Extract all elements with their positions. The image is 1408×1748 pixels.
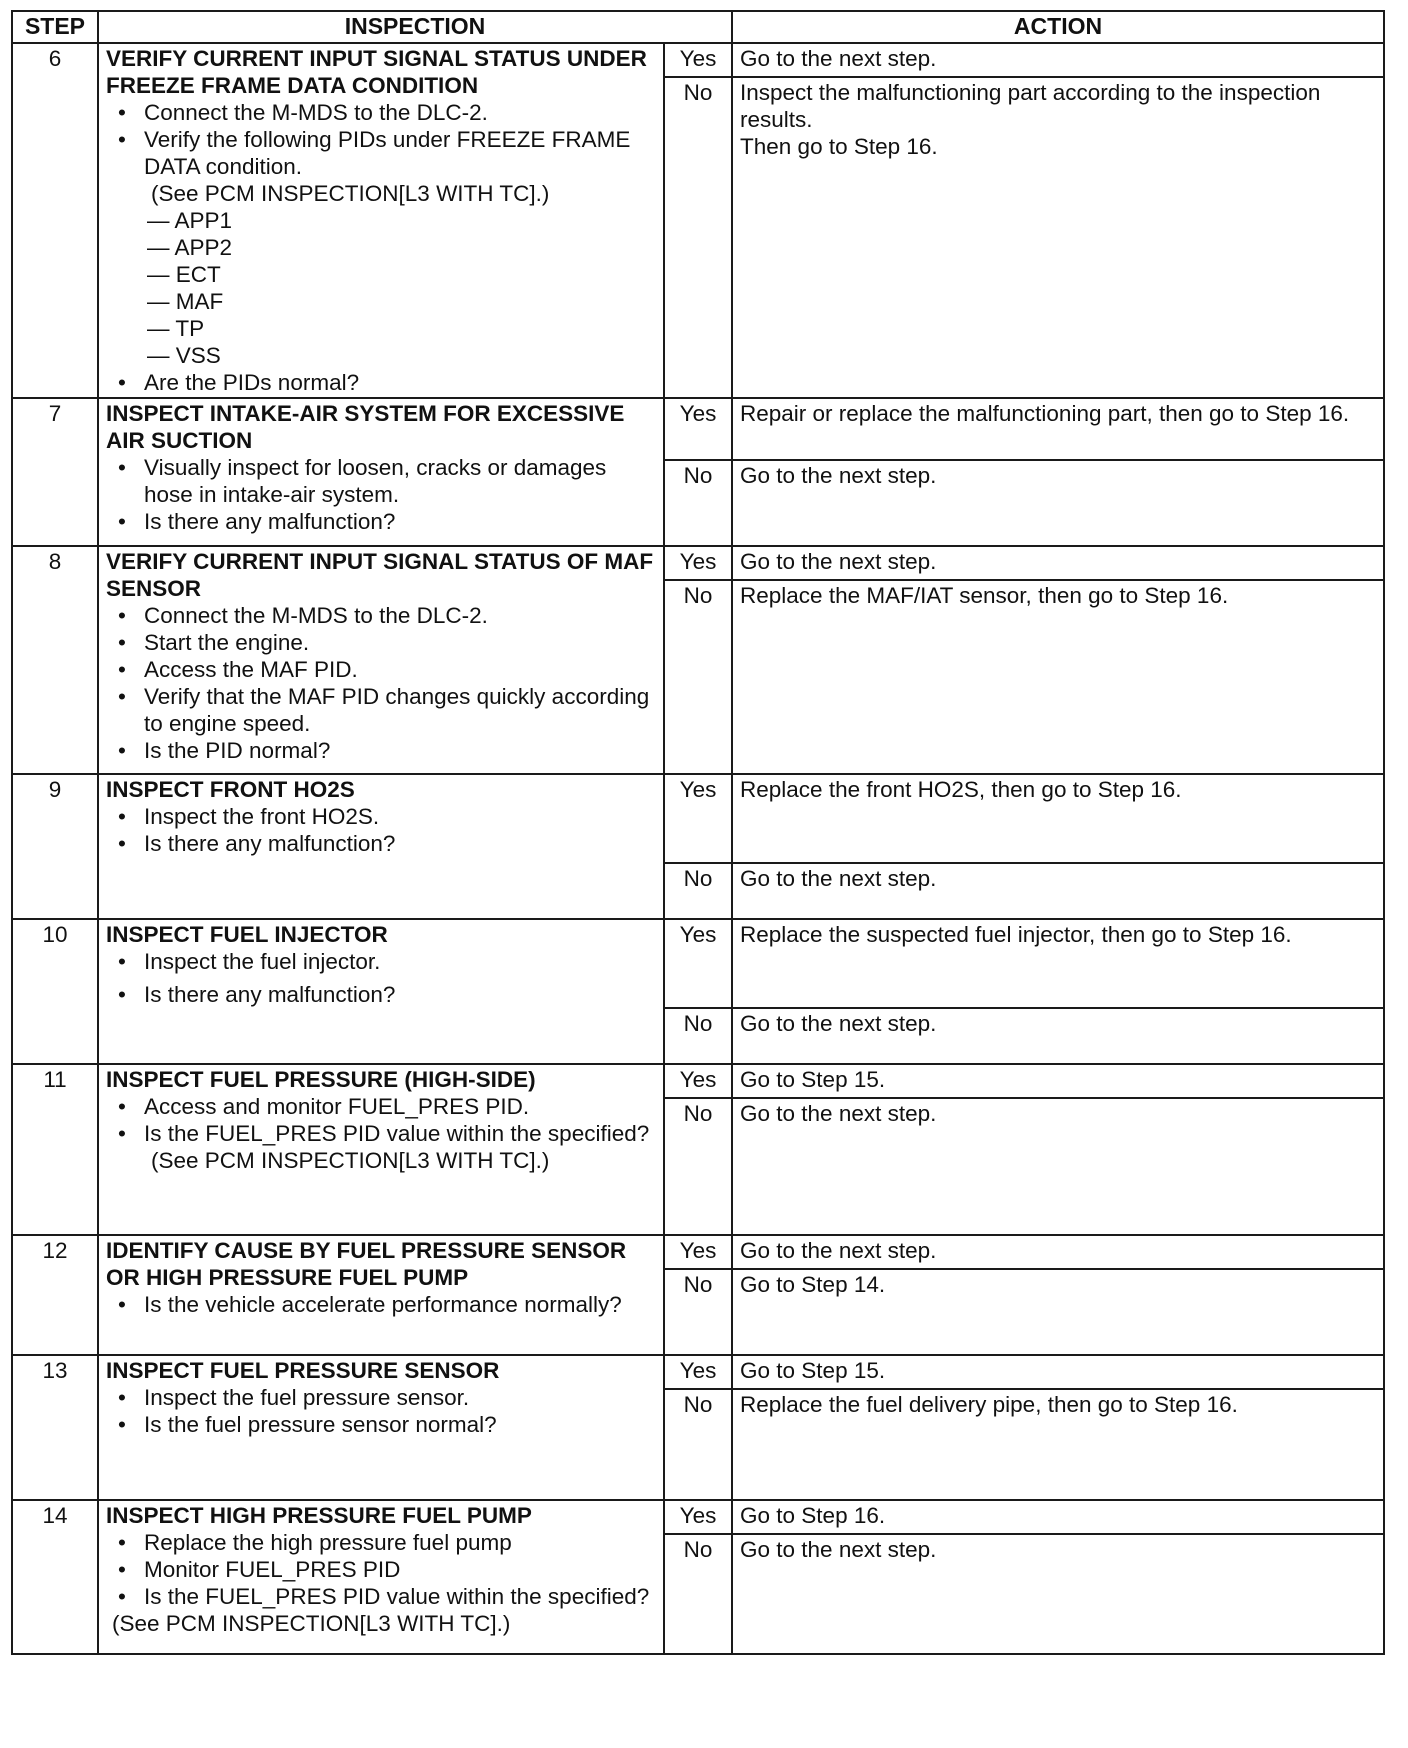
inspection-title: IDENTIFY CAUSE BY FUEL PRESSURE SENSOR OR HIGH PRESSURE FUEL PUMP: [106, 1238, 627, 1290]
pid-list: [106, 207, 656, 369]
list-item: • Is the FUEL_PRES PID value within the specified?: [106, 1120, 656, 1147]
list-item: • Is there any malfunction?: [106, 981, 656, 1008]
inspection-header: INSPECTION: [98, 11, 732, 43]
yes-label: Yes: [664, 1235, 732, 1269]
no-action: Go to the next step.: [732, 1534, 1384, 1654]
no-label: No: [664, 863, 732, 919]
list-item: • Is the PID normal?: [106, 737, 656, 764]
no-label: No: [664, 1534, 732, 1654]
pid-item: — TP: [147, 316, 205, 341]
step-8-yes-row: [12, 546, 1384, 580]
inspection-title: VERIFY CURRENT INPUT SIGNAL STATUS UNDER FREEZE FRAME DATA CONDITION: [106, 46, 647, 98]
no-label: No: [664, 77, 732, 398]
inspection-title: INSPECT FRONT HO2S: [106, 777, 355, 802]
inspection-list: [106, 454, 656, 535]
inspection-cell: [98, 1235, 664, 1355]
reference-note: (See PCM INSPECTION[L3 WITH TC].): [112, 1611, 511, 1636]
step-number: 13: [12, 1355, 98, 1500]
list-item: • Verify the following PIDs under FREEZE FRAME DATA condition.: [106, 126, 656, 180]
step-14-yes-row: [12, 1500, 1384, 1534]
no-action: Replace the MAF/IAT sensor, then go to Step 16.: [732, 580, 1384, 774]
step-7-yes-row: [12, 398, 1384, 460]
yes-action: Repair or replace the malfunctioning part, then go to Step 16.: [732, 398, 1384, 460]
inspection-cell: [98, 398, 664, 546]
yes-label: Yes: [664, 919, 732, 1008]
yes-label: Yes: [664, 546, 732, 580]
step-number: 10: [12, 919, 98, 1064]
inspection-title: INSPECT FUEL INJECTOR: [106, 922, 388, 947]
no-action: Go to Step 14.: [732, 1269, 1384, 1355]
list-item: • Access and monitor FUEL_PRES PID.: [106, 1093, 656, 1120]
inspection-cell: [98, 546, 664, 774]
pid-item: — VSS: [147, 343, 221, 368]
inspection-cell: [98, 774, 664, 919]
yes-action: Replace the front HO2S, then go to Step 16.: [732, 774, 1384, 863]
inspection-title: INSPECT INTAKE-AIR SYSTEM FOR EXCESSIVE AIR SUCTION: [106, 401, 625, 453]
list-item: • Replace the high pressure fuel pump: [106, 1529, 656, 1556]
list-item: • Connect the M-MDS to the DLC-2.: [106, 602, 656, 629]
inspection-title: INSPECT FUEL PRESSURE (HIGH-SIDE): [106, 1067, 536, 1092]
inspection-list: [106, 1291, 656, 1318]
no-label: No: [664, 1098, 732, 1235]
yes-action: Replace the suspected fuel injector, then go to Step 16.: [732, 919, 1384, 1008]
step-number: 12: [12, 1235, 98, 1355]
step-number: 8: [12, 546, 98, 774]
list-item: • Is the FUEL_PRES PID value within the specified?: [106, 1583, 656, 1610]
no-action-text: Inspect the malfunctioning part according to the inspection results.: [740, 80, 1321, 132]
list-item: • Connect the M-MDS to the DLC-2.: [106, 99, 656, 126]
pid-item: — MAF: [147, 289, 224, 314]
list-item: • Are the PIDs normal?: [106, 369, 656, 396]
no-label: No: [664, 460, 732, 546]
list-item: • Inspect the fuel pressure sensor.: [106, 1384, 656, 1411]
inspection-cell: [98, 43, 664, 398]
step-header: STEP: [12, 11, 98, 43]
reference-note: (See PCM INSPECTION[L3 WITH TC].): [151, 1148, 550, 1173]
yes-label: Yes: [664, 43, 732, 77]
yes-action: Go to the next step.: [732, 1235, 1384, 1269]
yes-action: Go to the next step.: [732, 546, 1384, 580]
yes-action: Go to Step 15.: [732, 1355, 1384, 1389]
list-item: • Is the vehicle accelerate performance normally?: [106, 1291, 656, 1318]
list-item: • Is there any malfunction?: [106, 508, 656, 535]
yes-action: Go to the next step.: [732, 43, 1384, 77]
step-number: 6: [12, 43, 98, 398]
yes-label: Yes: [664, 398, 732, 460]
yes-action: Go to Step 16.: [732, 1500, 1384, 1534]
list-item: • Verify that the MAF PID changes quickly according to engine speed.: [106, 683, 656, 737]
reference-note: (See PCM INSPECTION[L3 WITH TC].): [151, 181, 550, 206]
no-action: Go to the next step.: [732, 1098, 1384, 1235]
yes-label: Yes: [664, 1064, 732, 1098]
yes-label: Yes: [664, 774, 732, 863]
step-number: 11: [12, 1064, 98, 1235]
list-item: • Inspect the fuel injector.: [106, 948, 656, 975]
yes-action: Go to Step 15.: [732, 1064, 1384, 1098]
step-number: 7: [12, 398, 98, 546]
pid-item: — APP1: [147, 208, 233, 233]
inspection-cell: [98, 1355, 664, 1500]
no-label: No: [664, 580, 732, 774]
inspection-list: [106, 803, 656, 857]
inspection-list: [106, 1529, 656, 1610]
inspection-list: [106, 369, 656, 396]
inspection-list: [106, 1384, 656, 1438]
step-number: 14: [12, 1500, 98, 1654]
inspection-title: VERIFY CURRENT INPUT SIGNAL STATUS OF MAF SENSOR: [106, 549, 654, 601]
yes-label: Yes: [664, 1500, 732, 1534]
inspection-list: [106, 948, 656, 1008]
inspection-list: [106, 1093, 656, 1147]
inspection-cell: [98, 919, 664, 1064]
inspection-cell: [98, 1500, 664, 1654]
list-item: • Start the engine.: [106, 629, 656, 656]
diagnostic-procedure-table: [11, 10, 1385, 1655]
step-6-yes-row: [12, 43, 1384, 77]
list-item: • Is there any malfunction?: [106, 830, 656, 857]
inspection-cell: [98, 1064, 664, 1235]
no-action: Go to the next step.: [732, 863, 1384, 919]
no-label: No: [664, 1008, 732, 1064]
step-9-yes-row: [12, 774, 1384, 863]
no-action: Go to the next step.: [732, 1008, 1384, 1064]
no-action-text-2: Then go to Step 16.: [740, 134, 938, 159]
step-13-yes-row: [12, 1355, 1384, 1389]
list-item: • Visually inspect for loosen, cracks or damages hose in intake-air system.: [106, 454, 656, 508]
list-item: • Access the MAF PID.: [106, 656, 656, 683]
action-header: ACTION: [732, 11, 1384, 43]
step-12-yes-row: [12, 1235, 1384, 1269]
pid-item: — ECT: [147, 262, 221, 287]
table-header-row: [12, 11, 1384, 43]
inspection-title: INSPECT FUEL PRESSURE SENSOR: [106, 1358, 500, 1383]
list-item: • Inspect the front HO2S.: [106, 803, 656, 830]
inspection-title: INSPECT HIGH PRESSURE FUEL PUMP: [106, 1503, 532, 1528]
step-11-yes-row: [12, 1064, 1384, 1098]
inspection-list: [106, 99, 656, 180]
pid-item: — APP2: [147, 235, 233, 260]
list-item: • Is the fuel pressure sensor normal?: [106, 1411, 656, 1438]
step-number: 9: [12, 774, 98, 919]
yes-label: Yes: [664, 1355, 732, 1389]
no-label: No: [664, 1389, 732, 1500]
no-action: Go to the next step.: [732, 460, 1384, 546]
no-action: Replace the fuel delivery pipe, then go to Step 16.: [732, 1389, 1384, 1500]
list-item: • Monitor FUEL_PRES PID: [106, 1556, 656, 1583]
step-10-yes-row: [12, 919, 1384, 1008]
no-action: [732, 77, 1384, 398]
inspection-list: [106, 602, 656, 764]
no-label: No: [664, 1269, 732, 1355]
